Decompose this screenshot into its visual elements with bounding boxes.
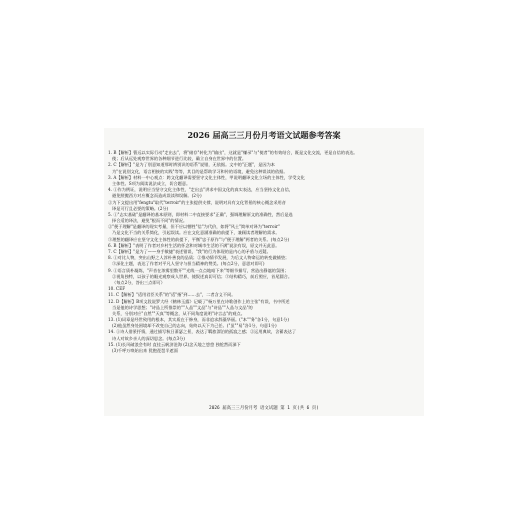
answer-line: 11. C【解析】"适用君臣关系"的"适"指"到……去"，二者含义不同。 — [108, 292, 236, 298]
answer-line: 15. (1)长风破浪会有时 直挂云帆济沧海 (2)念天地之悠悠 独怆然而涕下 — [108, 341, 241, 347]
answer-line: 10. CEF — [108, 286, 126, 292]
answer-line: 12. D【解析】B项文段说罗大经《鹤林玉露》记载了"杨万里在诗歌创作上的主张"有误，书中所述 — [108, 298, 290, 304]
answer-line: ②视角独特，以孩子的眼光观察成人世界，使叙述真切可信；③结构精巧，前后照应，首尾圆合。 — [112, 273, 293, 279]
answer-line: 3. A【解析】材料一中心观点：跨文化翻译需要坚守文化主体性，甲说明翻译文化立场的主体性，学受文化 — [108, 174, 305, 180]
answer-line: 主体性。S项为阅读说法成立，切合题意。 — [112, 180, 191, 186]
answer-line: (2)他虽然身处困境却不改变自己的志向，始终以天下为己任。("虽""易"各1分，句意1分) — [112, 323, 277, 329]
answer-line: 7. C【解析】"是为了——身手敏捷"表述错误，"我"的行为体现的是内心的矛盾与迟疑。 — [108, 249, 271, 254]
answer-line: 择合适的译法，避免"根而不同"的情况。 — [112, 218, 188, 224]
answer-line: (3)千呼万唤始出来 犹抱琵琶半遮面 — [112, 348, 178, 353]
answer-line: 14. ①诗人借景抒情，通过描写秋日萧瑟之景，表达了羁旅漂泊的孤寂之感；②运用典故，含蓄表达了 — [108, 329, 297, 335]
answer-line: 乃是文化不当的关系简化，引起误读。应在文化意涵准确的前提下，兼顾读者理解的需求。 — [112, 230, 280, 236]
answer-line: 关系，分别对应"自然""天真"等概念，从不同角度说明"诗言志"的观点。 — [112, 310, 245, 316]
answer-line: 2. C【解析】"是为了别意知道那时辨别识的语系"说错，无依据。文中的"正题"，是因为本 — [108, 162, 275, 168]
answer-line: ③深化主题，表达了作者对平凡人坚守与担当精神的赞美。(每点2分，意思对即可) — [112, 261, 265, 267]
answer-line: 译是可行且必要的策略。(2分) — [112, 205, 169, 211]
answer-body — [108, 150, 420, 398]
answer-line: ②为下文提出用"fengtu"取代"terroir"的主张提供支撑，说明对具有文化背景的核心概念采用音 — [108, 199, 286, 205]
answer-line: 诗人对故乡亲人的深切思念。(每点3分) — [112, 335, 185, 341]
answer-line: 6. B【解析】"表明了作者对乡村生活的怀念和对城市生活的不满"说法有误，原文并无此意。 — [108, 242, 280, 248]
page-footer: 2026 届高三三月份月考 语文试题 第 1 页(共 6 页) — [209, 406, 319, 411]
answer-line: 1. B【解析】曹远以实际行动"走出去"，将"储存"转化为"输出"，这就是"赚录"与"使者"的有效结合，既是文化交流，更是自信的表达。 — [108, 150, 358, 155]
answer-line: ②"便于理解"是翻译的现实考量，但不应以牺牲"信"为代价，如将"风土"简单对译为"terroir" — [108, 224, 280, 230]
answer-line: 避免照搬西方对应概念而造成误读和误解。(2分) — [112, 193, 202, 199]
answer-line: 5. ①"志实基础"是翻译的基本原则，即材料二中直接要求"正确"，强调理解原文的准确性，然后是选 — [108, 211, 293, 217]
answer-sheet — [104, 128, 424, 416]
answer-line: 为"在说别文化，语言相接的实践"等等，其目的是帮助学习和传的语境，避免这种误读的依据。 — [112, 168, 288, 174]
answer-line: 9. ①语言质朴凝练，"声音在浓雾里散开""光线一点点地暗下来"等细节描写，营造出静谧的氛围； — [108, 267, 289, 273]
answer-line: ③理想的翻译应在坚守文化主体性的前提下，平衡"忠于原作"与"便于理解"两者的关系。(每点2分) — [108, 236, 290, 242]
answer-line: 8. ①对比人物，突出山野之人淳朴善良的品质；②推动情节发展，为后文人物命运的转变做铺垫； — [108, 255, 290, 261]
document-title: 2026 届高三三月份月考语文试题参考答案 — [187, 130, 341, 140]
answer-line: 13. (1)词章是经世致用的根本，其实质在于修身，而非追求辞藻华丽。("本""务"各1分，句意1分) — [108, 317, 289, 323]
answer-line: 当是他的诗学思想；"诗品上所推崇的""人品""文品"与"诗品""人品与文品"的 — [112, 304, 253, 310]
answer-line: 4. ①作为例证，说明应当坚守文化主体性，"走出去"讲求中国文化的真实表达，应当坚持文化自信， — [108, 187, 294, 193]
answer-line: （每点2分，答出三点即可） — [112, 279, 165, 285]
answer-line: 使；后从远处观察世界的各种细节进行比较，确立自身在世界中的位置。 — [112, 156, 247, 162]
